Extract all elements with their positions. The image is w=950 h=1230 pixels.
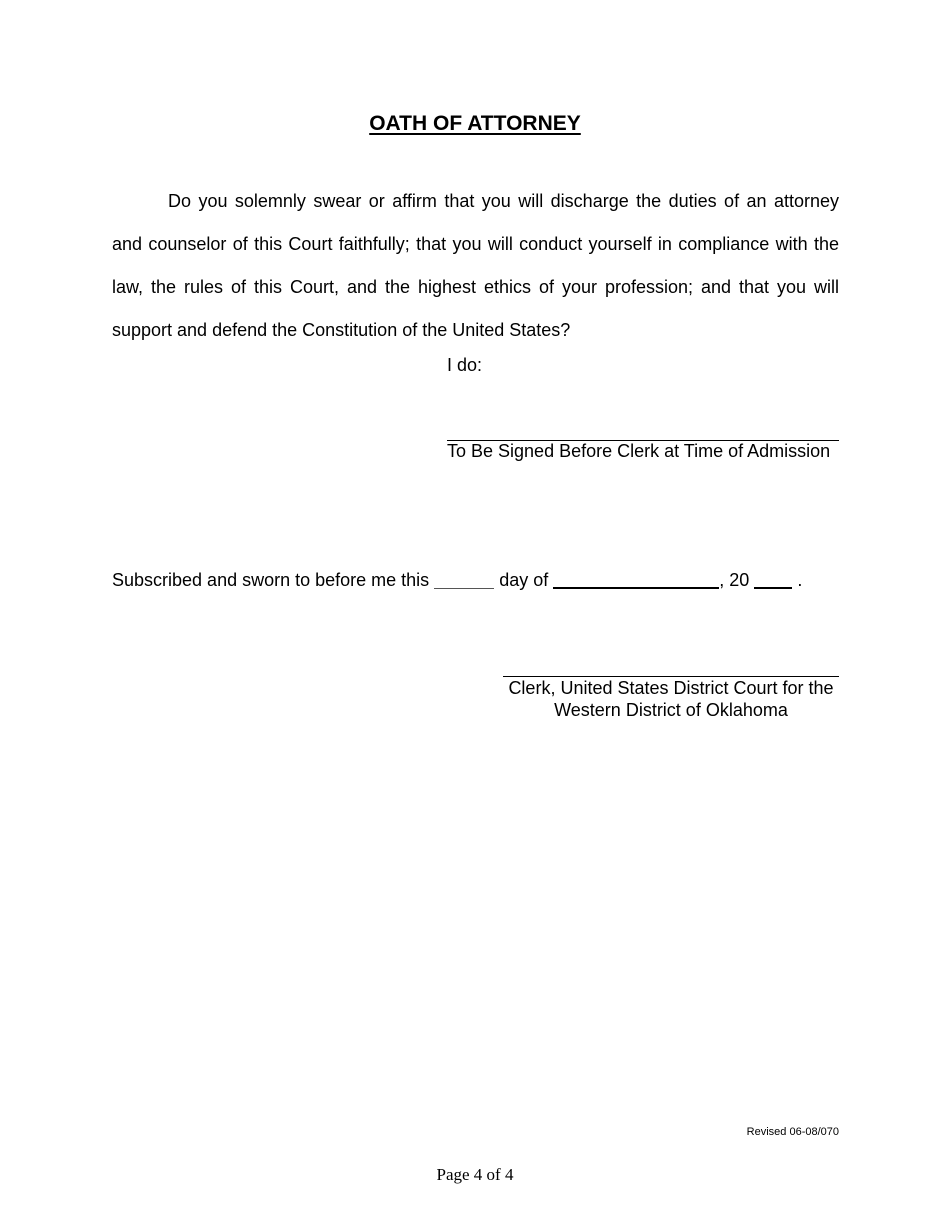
oath-response: I do: xyxy=(447,355,483,375)
month-blank[interactable] xyxy=(553,569,719,589)
clerk-caption-line1: Clerk, United States District Court for the xyxy=(508,678,834,698)
day-blank[interactable] xyxy=(434,570,494,589)
page-title: OATH OF ATTORNEY xyxy=(369,112,581,135)
attorney-signature-caption: To Be Signed Before Clerk at Time of Admission xyxy=(447,441,831,461)
sworn-statement xyxy=(112,569,802,591)
clerk-caption-line2: Western District of Oklahoma xyxy=(554,700,788,720)
year-blank[interactable] xyxy=(754,569,792,589)
sworn-suffix: . xyxy=(797,570,803,590)
oath-text: Do you solemnly swear or affirm that you will discharge the duties of an attorney and counselor of this Court faithfully; that you will conduct yourself in compliance with the law, the rules of this Court, and the highest ethics of your profession; and that you will support and defend the Constitution of the United States? xyxy=(112,191,839,340)
sworn-prefix: Subscribed and sworn to before me this xyxy=(112,570,430,590)
clerk-signature-caption xyxy=(503,677,839,721)
revision-note: Revised 06-08/070 xyxy=(746,1126,839,1138)
page-number: Page 4 of 4 xyxy=(436,1165,514,1184)
sworn-day-of: day of xyxy=(499,570,549,590)
sworn-year-prefix: , 20 xyxy=(719,570,750,590)
